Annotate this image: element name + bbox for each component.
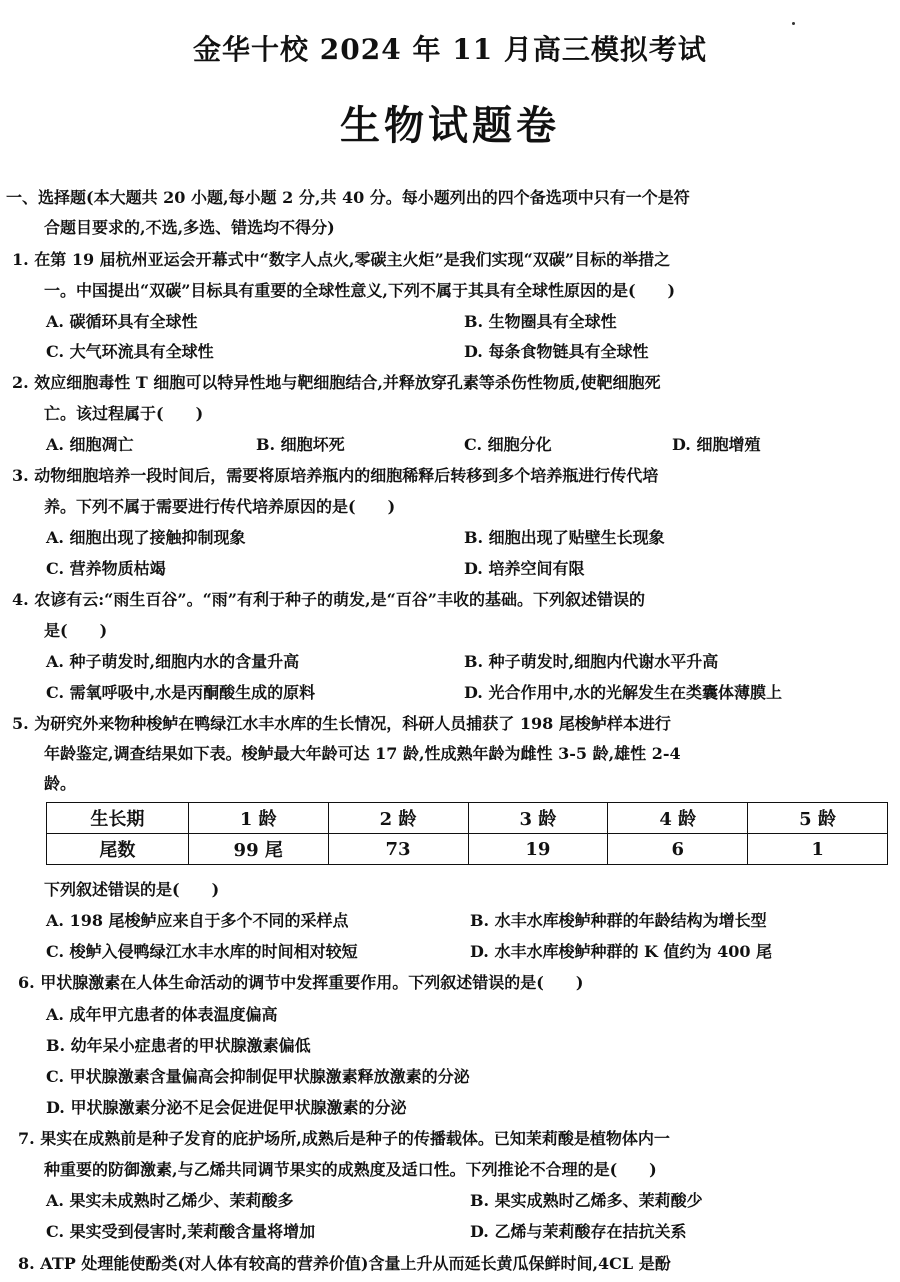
- table-cell: 生长期: [47, 803, 189, 834]
- q4-option-b: B. 种子萌发时,细胞内代谢水平升高: [464, 652, 719, 671]
- exam-title: 金华十校 2024 年 11 月高三模拟考试: [193, 33, 707, 66]
- q7-option-a: A. 果实未成熟时乙烯少、茉莉酸多: [46, 1191, 294, 1210]
- q1-option-a: A. 碳循环具有全球性: [46, 312, 198, 331]
- table-cell: 99 尾: [188, 834, 328, 865]
- q7-option-b: B. 果实成熟时乙烯多、茉莉酸少: [470, 1191, 703, 1210]
- table-cell: 1: [748, 834, 888, 865]
- q5-age-table: [46, 802, 888, 865]
- scan-speck: [792, 22, 795, 25]
- table-row: [47, 803, 888, 834]
- q1-option-c: C. 大气环流具有全球性: [46, 342, 214, 361]
- q2-option-c: C. 细胞分化: [464, 435, 552, 454]
- q6-option-a: A. 成年甲亢患者的体表温度偏高: [46, 1005, 278, 1024]
- q2-option-b: B. 细胞坏死: [256, 435, 345, 454]
- q5-stem-line3: 龄。: [44, 774, 77, 793]
- table-cell: 尾数: [47, 834, 189, 865]
- q2-stem-line2: 亡。该过程属于( ): [44, 404, 204, 423]
- table-cell: 19: [468, 834, 608, 865]
- q3-stem-line2: 养。下列不属于需要进行传代培养原因的是( ): [44, 497, 396, 516]
- q4-option-c: C. 需氧呼吸中,水是丙酮酸生成的原料: [46, 683, 316, 702]
- table-cell: 6: [608, 834, 748, 865]
- table-row: [47, 834, 888, 865]
- q7-stem-line1: 7. 果实在成熟前是种子发育的庇护场所,成熟后是种子的传播载体。已知茉莉酸是植物体内一: [18, 1129, 670, 1148]
- table-cell: 2 龄: [328, 803, 468, 834]
- q7-option-c: C. 果实受到侵害时,茉莉酸含量将增加: [46, 1222, 316, 1241]
- q5-option-b: B. 水丰水库梭鲈种群的年龄结构为增长型: [470, 911, 767, 930]
- section-instruction-line2: 合题目要求的,不选,多选、错选均不得分): [44, 218, 335, 237]
- q3-option-b: B. 细胞出现了贴壁生长现象: [464, 528, 665, 547]
- q6-option-b: B. 幼年呆小症患者的甲状腺激素偏低: [46, 1036, 311, 1055]
- q5-option-d: D. 水丰水库梭鲈种群的 K 值约为 400 尾: [470, 942, 773, 961]
- q4-stem-line1: 4. 农谚有云:“雨生百谷”。“雨”有利于种子的萌发,是“百谷”丰收的基础。下列叙述错误的: [12, 590, 645, 609]
- q3-option-a: A. 细胞出现了接触抑制现象: [46, 528, 246, 547]
- q4-option-d: D. 光合作用中,水的光解发生在类囊体薄膜上: [464, 683, 783, 702]
- q2-option-d: D. 细胞增殖: [672, 435, 761, 454]
- exam-subtitle: 生物试题卷: [340, 102, 560, 149]
- q8-stem-line1: 8. ATP 处理能使酚类(对人体有较高的营养价值)含量上升从而延长黄瓜保鲜时间,4CL 是酚: [18, 1254, 671, 1273]
- q7-option-d: D. 乙烯与茉莉酸存在拮抗关系: [470, 1222, 687, 1241]
- q3-option-d: D. 培养空间有限: [464, 559, 585, 578]
- q2-option-a: A. 细胞凋亡: [46, 435, 134, 454]
- q6-stem-line1: 6. 甲状腺激素在人体生命活动的调节中发挥重要作用。下列叙述错误的是( ): [18, 973, 584, 992]
- q4-stem-line2: 是( ): [44, 621, 108, 640]
- q5-stem-line1: 5. 为研究外来物种梭鲈在鸭绿江水丰水库的生长情况，科研人员捕获了 198 尾梭鲈样本进行: [12, 714, 671, 733]
- q5-stem-line2: 年龄鉴定,调查结果如下表。梭鲈最大年龄可达 17 龄,性成熟年龄为雌性 3-5 龄,雄性 2-4: [44, 744, 681, 763]
- q2-stem-line1: 2. 效应细胞毒性 T 细胞可以特异性地与靶细胞结合,并释放穿孔素等杀伤性物质,使靶细胞死: [12, 373, 661, 392]
- q5-option-c: C. 梭鲈入侵鸭绿江水丰水库的时间相对较短: [46, 942, 358, 961]
- q1-stem-line2: 一。中国提出“双碳”目标具有重要的全球性意义,下列不属于其具有全球性原因的是( ): [44, 281, 676, 300]
- q7-stem-line2: 种重要的防御激素,与乙烯共同调节果实的成熟度及适口性。下列推论不合理的是( ): [44, 1160, 657, 1179]
- q1-option-b: B. 生物圈具有全球性: [464, 312, 617, 331]
- table-cell: 4 龄: [608, 803, 748, 834]
- q5-question: 下列叙述错误的是( ): [44, 880, 220, 899]
- q6-option-d: D. 甲状腺激素分泌不足会促进促甲状腺激素的分泌: [46, 1098, 407, 1117]
- table-cell: 1 龄: [188, 803, 328, 834]
- table-cell: 3 龄: [468, 803, 608, 834]
- q4-option-a: A. 种子萌发时,细胞内水的含量升高: [46, 652, 300, 671]
- q3-option-c: C. 营养物质枯竭: [46, 559, 166, 578]
- q1-option-d: D. 每条食物链具有全球性: [464, 342, 649, 361]
- q6-option-c: C. 甲状腺激素含量偏高会抑制促甲状腺激素释放激素的分泌: [46, 1067, 470, 1086]
- section-instruction-line1: 一、选择题(本大题共 20 小题,每小题 2 分,共 40 分。每小题列出的四个备选项中只有一个是符: [6, 188, 690, 207]
- table-cell: 73: [328, 834, 468, 865]
- q5-option-a: A. 198 尾梭鲈应来自于多个不同的采样点: [46, 911, 349, 930]
- q1-stem-line1: 1. 在第 19 届杭州亚运会开幕式中“数字人点火,零碳主火炬”是我们实现“双碳”目标的举措之: [12, 250, 671, 269]
- table-cell: 5 龄: [748, 803, 888, 834]
- q3-stem-line1: 3. 动物细胞培养一段时间后，需要将原培养瓶内的细胞稀释后转移到多个培养瓶进行传代培: [12, 466, 659, 485]
